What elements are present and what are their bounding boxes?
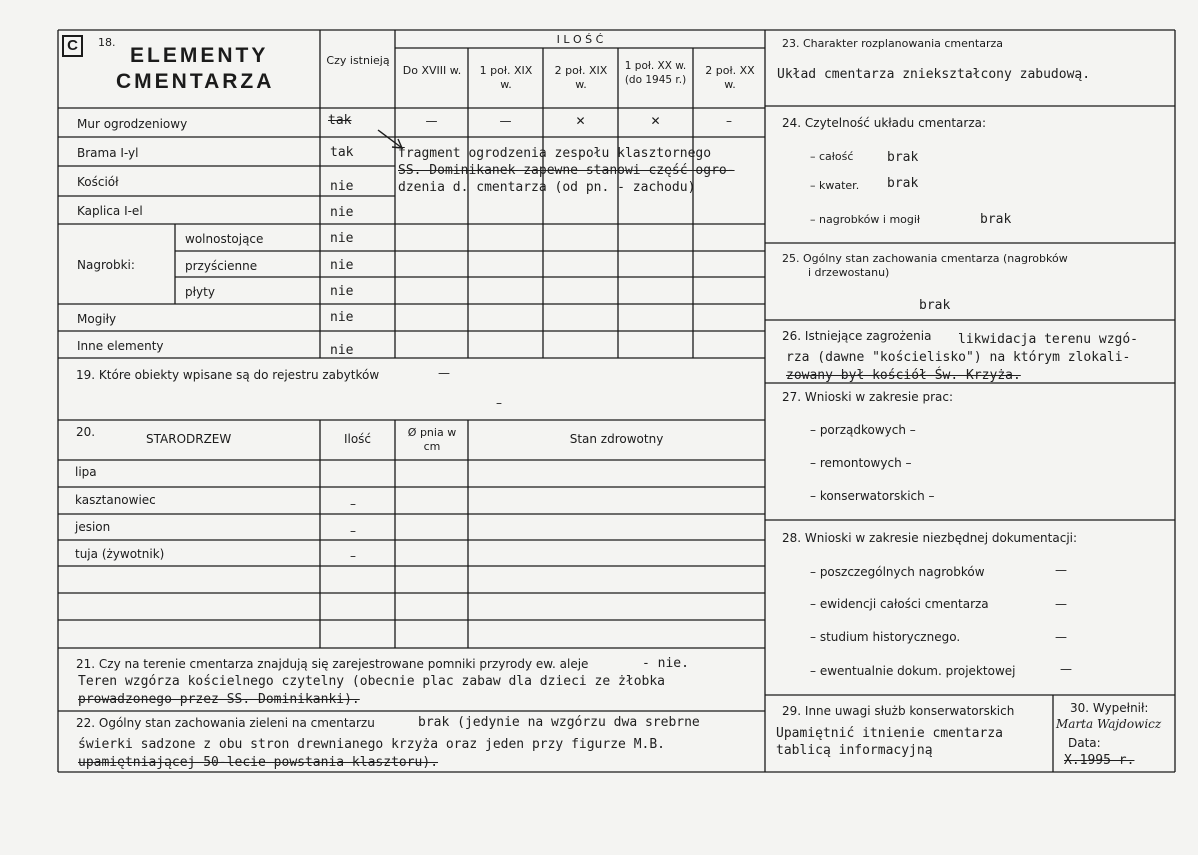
section-28-label: 28. Wnioski w zakresie niezbędnej dokumentacji: bbox=[782, 531, 1078, 545]
quantity-header: I L O Ś Ć bbox=[556, 33, 604, 46]
gate-note-line1: fragment ogrodzenia zespołu klasztornego bbox=[398, 146, 712, 161]
s27-item-2: – remontowych – bbox=[810, 456, 912, 470]
section-25-label: 25. Ogólny stan zachowania cmentarza (nagrobków bbox=[782, 252, 1068, 265]
section-26-value2: rza (dawne "kościelisko") na którym zlokali- bbox=[786, 350, 1131, 365]
section-22-line2: świerki sadzone z obu stron drewnianego krzyża oraz jeden przy figurze M.B. bbox=[78, 737, 665, 752]
section-21-answer: - nie. bbox=[642, 656, 689, 671]
wall-mark-3: ✕ bbox=[575, 114, 586, 128]
row-value-other: nie bbox=[330, 343, 354, 358]
row-value-graves: nie bbox=[330, 310, 354, 325]
s28-item-1-dash: — bbox=[1055, 563, 1067, 577]
wall-mark-2: — bbox=[499, 114, 512, 128]
period-header-3: 2 poł. XIX w. bbox=[554, 64, 608, 91]
section-29-value1: Upamiętnić itnienie cmentarza bbox=[776, 726, 1003, 741]
row-label-wall-mounted: przyścienne bbox=[185, 259, 258, 273]
s28-item-3: – studium historycznego. bbox=[810, 630, 961, 644]
s24-item-3-label: – nagrobków i mogił bbox=[810, 213, 921, 226]
section-30-label: 30. Wypełnił: bbox=[1070, 701, 1149, 715]
section-22-label: 22. Ogólny stan zachowania zieleni na cmentarzu bbox=[76, 716, 375, 730]
section-29-value2: tablicą informacyjną bbox=[776, 743, 933, 758]
section-20-number: 20. bbox=[76, 425, 96, 439]
section-23-label: 23. Charakter rozplanowania cmentarza bbox=[782, 37, 1003, 50]
section-29-label: 29. Inne uwagi służb konserwatorskich bbox=[782, 704, 1015, 718]
s28-item-4: – ewentualnie dokum. projektowej bbox=[810, 664, 1016, 678]
tree-health-header: Stan zdrowotny bbox=[569, 432, 664, 446]
gate-note-line3: dzenia d. cmentarza (od pn. - zachodu) bbox=[398, 180, 696, 195]
section-26-value3: zowany był kościół Św. Krzyża. bbox=[786, 368, 1021, 383]
s24-item-3-value: brak bbox=[980, 212, 1012, 227]
section-19-value2: – bbox=[496, 396, 502, 410]
row-value-freestanding: nie bbox=[330, 231, 354, 246]
exists-header: Czy istnieją bbox=[326, 54, 390, 67]
row-label-gate: Brama I-yl bbox=[77, 146, 139, 160]
section-19-value: — bbox=[438, 366, 450, 380]
period-header-1: Do XVIII w. bbox=[402, 64, 462, 77]
row-label-graves: Mogiły bbox=[77, 312, 117, 326]
wall-mark-1: — bbox=[425, 114, 438, 128]
tree-qty-3: – bbox=[350, 524, 356, 538]
s27-item-1: – porządkowych – bbox=[810, 423, 916, 437]
row-label-other: Inne elementy bbox=[77, 339, 164, 353]
row-label-chapel: Kaplica I-el bbox=[77, 204, 143, 218]
section-18-title-line1: ELEMENTY bbox=[130, 44, 269, 67]
row-value-slabs: nie bbox=[330, 284, 354, 299]
s28-item-2-dash: — bbox=[1055, 597, 1067, 611]
tree-name-3: jesion bbox=[75, 520, 111, 534]
section-26-label: 26. Istniejące zagrożenia bbox=[782, 329, 932, 343]
date-value: X.1995 r. bbox=[1064, 753, 1135, 768]
tree-qty-4: – bbox=[350, 549, 356, 563]
section-26-value1: likwidacja terenu wzgó- bbox=[958, 332, 1139, 347]
tree-diameter-header: Ø pnia w cm bbox=[407, 426, 457, 453]
section-19-label: 19. Które obiekty wpisane są do rejestru zabytków bbox=[76, 368, 380, 382]
row-label-slabs: płyty bbox=[185, 285, 215, 299]
section-22-answer: brak (jedynie na wzgórzu dwa srebrne bbox=[418, 715, 700, 730]
s24-item-1-label: – całość bbox=[810, 150, 854, 163]
section-21-line2: Teren wzgórza kościelnego czytelny (obecnie plac zabaw dla dzieci ze żłobka bbox=[78, 674, 665, 689]
section-23-value: Układ cmentarza zniekształcony zabudową. bbox=[777, 67, 1091, 82]
row-label-church: Kościół bbox=[77, 175, 119, 189]
section-21-label: 21. Czy na terenie cmentarza znajdują się zarejestrowane pomniki przyrody ew. aleje bbox=[76, 657, 589, 671]
row-label-tombstones: Nagrobki: bbox=[77, 258, 135, 272]
section-25-label2: i drzewostanu) bbox=[808, 266, 890, 279]
s28-item-4-dash: — bbox=[1060, 662, 1072, 676]
date-label: Data: bbox=[1068, 736, 1101, 750]
row-value-church: nie bbox=[330, 179, 354, 194]
row-value-chapel: nie bbox=[330, 205, 354, 220]
filled-by-name: Marta Wajdowicz bbox=[1056, 717, 1162, 731]
s28-item-2: – ewidencji całości cmentarza bbox=[810, 597, 989, 611]
row-label-wall: Mur ogrodzeniowy bbox=[77, 117, 188, 131]
section-21-line3: prowadzonego przez SS. Dominikanki). bbox=[78, 692, 360, 707]
s24-item-2-value: brak bbox=[887, 176, 919, 191]
section-25-value: brak bbox=[919, 298, 951, 313]
section-20-title: STARODRZEW bbox=[146, 432, 232, 446]
tree-name-4: tuja (żywotnik) bbox=[75, 547, 165, 561]
tree-name-1: lipa bbox=[75, 465, 97, 479]
section-24-label: 24. Czytelność układu cmentarza: bbox=[782, 116, 987, 130]
s28-item-3-dash: — bbox=[1055, 630, 1067, 644]
period-header-2: 1 poł. XIX w. bbox=[479, 64, 533, 91]
s28-item-1: – poszczególnych nagrobków bbox=[810, 565, 985, 579]
s24-item-2-label: – kwater. bbox=[810, 179, 860, 192]
section-18-number: 18. bbox=[98, 36, 116, 49]
row-label-freestanding: wolnostojące bbox=[185, 232, 264, 246]
wall-mark-4: ✕ bbox=[650, 114, 661, 128]
period-header-5: 2 poł. XX w. bbox=[705, 64, 755, 91]
period-header-4: 1 poł. XX w. (do 1945 r.) bbox=[624, 60, 687, 86]
tree-qty-header: Ilość bbox=[343, 432, 372, 446]
gate-note-line2: SS. Dominikanek zapewne stanowi część ogro- bbox=[398, 163, 735, 178]
row-value-gate: tak bbox=[330, 145, 354, 160]
tree-qty-2: – bbox=[350, 497, 356, 511]
s27-item-3: – konserwatorskich – bbox=[810, 489, 935, 503]
tree-name-2: kasztanowiec bbox=[75, 493, 156, 507]
wall-mark-5: – bbox=[726, 114, 732, 128]
row-value-wall: tak bbox=[328, 113, 352, 128]
s24-item-1-value: brak bbox=[887, 150, 919, 165]
section-18-title-line2: CMENTARZA bbox=[116, 70, 275, 93]
card-letter-box: C bbox=[62, 35, 83, 57]
row-value-wall-mounted: nie bbox=[330, 258, 354, 273]
section-22-line3: upamiętniającej 50-lecie powstania klasztoru). bbox=[78, 755, 439, 770]
section-27-label: 27. Wnioski w zakresie prac: bbox=[782, 390, 954, 404]
